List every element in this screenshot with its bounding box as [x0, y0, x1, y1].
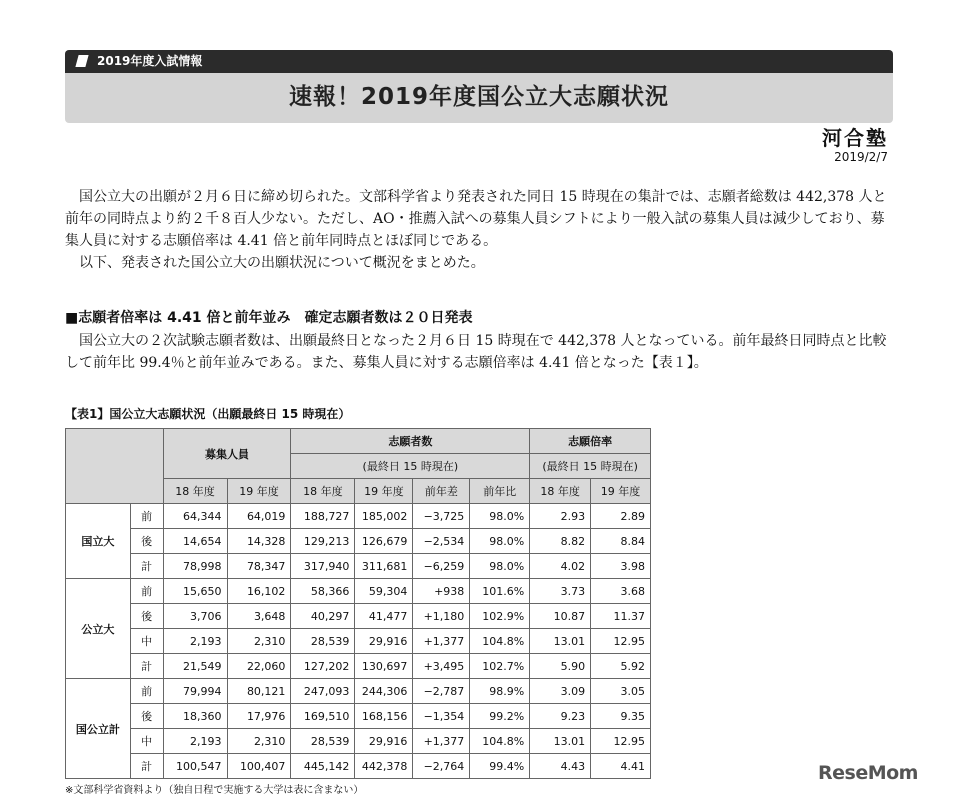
intro-paragraph: 国公立大の出願が２月６日に締め切られた。文部科学省より発表された同日 15 時現在の集計では、志願者総数は 442,378 人と前年の同時点より約２千８百人少ない。ただし、AO・推薦入試への募集人員シフトにより一般入試の募集人員は減少しており、募集人員に対する志願倍率は 4.41 倍と前年同時点とほぼ同じである。 — [65, 189, 887, 249]
table-caption: 【表1】国公立大志願状況（出願最終日 15 時現在） — [65, 407, 351, 421]
schedule-label: 計 — [130, 654, 163, 679]
table-cell: 5.90 — [530, 654, 591, 679]
table-cell: 3,706 — [163, 604, 227, 629]
table-cell: +1,180 — [413, 604, 470, 629]
publish-date: 2019/2/7 — [834, 150, 888, 164]
schedule-label: 後 — [130, 604, 163, 629]
applicants-table — [65, 428, 651, 779]
schedule-label: 中 — [130, 729, 163, 754]
table-cell: 445,142 — [291, 754, 355, 779]
table-cell: 16,102 — [227, 579, 291, 604]
table-cell: 100,407 — [227, 754, 291, 779]
table-row — [66, 654, 651, 679]
table-cell: 126,679 — [355, 529, 413, 554]
table-cell: 2,310 — [227, 729, 291, 754]
table-cell: 9.35 — [591, 704, 651, 729]
intro-text — [65, 186, 893, 274]
table-cell: 12.95 — [591, 629, 651, 654]
table-row — [66, 729, 651, 754]
section-paragraph: 国公立大の２次試験志願者数は、出願最終日となった２月６日 15 時現在で 442,378 人となっている。前年最終日同時点と比較して前年比 99.4％と前年並みである。また、募集人員に対する志願倍率は 4.41 倍となった【表１】。 — [65, 333, 887, 371]
table-cell: 78,998 — [163, 554, 227, 579]
table-cell: 317,940 — [291, 554, 355, 579]
table-cell: 4.43 — [530, 754, 591, 779]
table-cell: −2,534 — [413, 529, 470, 554]
table-row — [66, 554, 651, 579]
table-note: ※文部科学省資料より（独自日程で実施する大学は表に含まない） — [65, 785, 364, 796]
table-cell: +1,377 — [413, 729, 470, 754]
table-cell: 80,121 — [227, 679, 291, 704]
table-cell: 168,156 — [355, 704, 413, 729]
table-cell: 28,539 — [291, 629, 355, 654]
table-cell: 78,347 — [227, 554, 291, 579]
table-cell: −6,259 — [413, 554, 470, 579]
table-cell: 9.23 — [530, 704, 591, 729]
table-cell: 2.93 — [530, 504, 591, 529]
table-cell: 22,060 — [227, 654, 291, 679]
section-heading: ■志願者倍率は 4.41 倍と前年並み 確定志願者数は２０日発表 — [65, 310, 473, 326]
table-cell: 15,650 — [163, 579, 227, 604]
table-cell: −3,725 — [413, 504, 470, 529]
column-header: 19 年度 — [591, 479, 651, 504]
column-header: 18 年度 — [530, 479, 591, 504]
schedule-label: 計 — [130, 554, 163, 579]
table-cell: 185,002 — [355, 504, 413, 529]
schedule-label: 前 — [130, 504, 163, 529]
table-cell: +1,377 — [413, 629, 470, 654]
table-cell: 79,994 — [163, 679, 227, 704]
table-row — [66, 629, 651, 654]
header-applicants: 志願者数 — [291, 429, 530, 454]
column-header: 18 年度 — [163, 479, 227, 504]
column-header: 前年比 — [470, 479, 530, 504]
table-row — [66, 504, 651, 529]
table-cell: 98.0% — [470, 504, 530, 529]
header-ratio: 志願倍率 — [530, 429, 651, 454]
column-header: 前年差 — [413, 479, 470, 504]
table-cell: 3.05 — [591, 679, 651, 704]
category-label: 2019年度入試情報 — [97, 54, 203, 68]
table-cell: 2.89 — [591, 504, 651, 529]
table-cell: 188,727 — [291, 504, 355, 529]
table-cell: −2,787 — [413, 679, 470, 704]
schedule-label: 前 — [130, 679, 163, 704]
table-cell: 8.84 — [591, 529, 651, 554]
table-cell: 12.95 — [591, 729, 651, 754]
column-header: 18 年度 — [291, 479, 355, 504]
table-cell: 99.2% — [470, 704, 530, 729]
section-text — [65, 330, 893, 374]
table-cell: 5.92 — [591, 654, 651, 679]
table-cell: 3.98 — [591, 554, 651, 579]
schedule-label: 後 — [130, 704, 163, 729]
table-cell: 101.6% — [470, 579, 530, 604]
table-row — [66, 529, 651, 554]
table-row — [66, 579, 651, 604]
table-cell: 29,916 — [355, 629, 413, 654]
table-cell: 13.01 — [530, 629, 591, 654]
table-row — [66, 704, 651, 729]
table-cell: 14,328 — [227, 529, 291, 554]
header-ratio-sub: (最終日 15 時現在) — [530, 454, 651, 479]
table-cell: 21,549 — [163, 654, 227, 679]
table-cell: +3,495 — [413, 654, 470, 679]
corner-cell — [66, 429, 164, 504]
table-cell: 11.37 — [591, 604, 651, 629]
column-header: 19 年度 — [355, 479, 413, 504]
table-cell: 3.68 — [591, 579, 651, 604]
tag-icon — [75, 55, 88, 67]
table-cell: −2,764 — [413, 754, 470, 779]
table-cell: 311,681 — [355, 554, 413, 579]
table-cell: 13.01 — [530, 729, 591, 754]
table-cell: 442,378 — [355, 754, 413, 779]
table-cell: 127,202 — [291, 654, 355, 679]
table-cell: 2,193 — [163, 629, 227, 654]
table-cell: 98.0% — [470, 554, 530, 579]
table-cell: 99.4% — [470, 754, 530, 779]
table-cell: 28,539 — [291, 729, 355, 754]
table-cell: 3,648 — [227, 604, 291, 629]
schedule-label: 計 — [130, 754, 163, 779]
schedule-label: 前 — [130, 579, 163, 604]
group-label: 公立大 — [66, 579, 131, 679]
header-applicants-sub: (最終日 15 時現在) — [291, 454, 530, 479]
table-cell: 10.87 — [530, 604, 591, 629]
table-cell: 244,306 — [355, 679, 413, 704]
table-cell: 169,510 — [291, 704, 355, 729]
table-cell: 104.8% — [470, 629, 530, 654]
table-cell: 58,366 — [291, 579, 355, 604]
table-cell: 2,310 — [227, 629, 291, 654]
table-cell: 40,297 — [291, 604, 355, 629]
table-cell: 64,019 — [227, 504, 291, 529]
table-cell: 4.02 — [530, 554, 591, 579]
table-cell: 41,477 — [355, 604, 413, 629]
resemom-logo: ReseMom — [818, 762, 918, 784]
intro-paragraph: 以下、発表された国公立大の出願状況について概況をまとめた。 — [79, 255, 485, 271]
group-label: 国公立計 — [66, 679, 131, 779]
schedule-label: 後 — [130, 529, 163, 554]
table-row — [66, 604, 651, 629]
table-cell: 14,654 — [163, 529, 227, 554]
table-cell: 3.09 — [530, 679, 591, 704]
table-row — [66, 679, 651, 704]
group-label: 国立大 — [66, 504, 131, 579]
table-cell: 129,213 — [291, 529, 355, 554]
table-cell: 64,344 — [163, 504, 227, 529]
publisher-name: 河合塾 — [822, 126, 888, 150]
table-cell: 98.9% — [470, 679, 530, 704]
table-cell: 98.0% — [470, 529, 530, 554]
category-bar — [65, 50, 893, 73]
table-cell: 102.9% — [470, 604, 530, 629]
table-cell: 59,304 — [355, 579, 413, 604]
article-banner — [65, 50, 893, 123]
page-title: 速報！2019年度国公立大志願状況 — [288, 84, 669, 110]
table-row — [66, 754, 651, 779]
table-cell: 17,976 — [227, 704, 291, 729]
header-capacity: 募集人員 — [163, 429, 291, 479]
table-cell: 2,193 — [163, 729, 227, 754]
table-cell: 247,093 — [291, 679, 355, 704]
table-cell: 4.41 — [591, 754, 651, 779]
table-cell: 3.73 — [530, 579, 591, 604]
table-cell: 100,547 — [163, 754, 227, 779]
table-cell: 8.82 — [530, 529, 591, 554]
table-cell: +938 — [413, 579, 470, 604]
table-cell: 104.8% — [470, 729, 530, 754]
table-cell: 102.7% — [470, 654, 530, 679]
table-cell: −1,354 — [413, 704, 470, 729]
column-header: 19 年度 — [227, 479, 291, 504]
table-cell: 18,360 — [163, 704, 227, 729]
table-cell: 130,697 — [355, 654, 413, 679]
table-cell: 29,916 — [355, 729, 413, 754]
schedule-label: 中 — [130, 629, 163, 654]
